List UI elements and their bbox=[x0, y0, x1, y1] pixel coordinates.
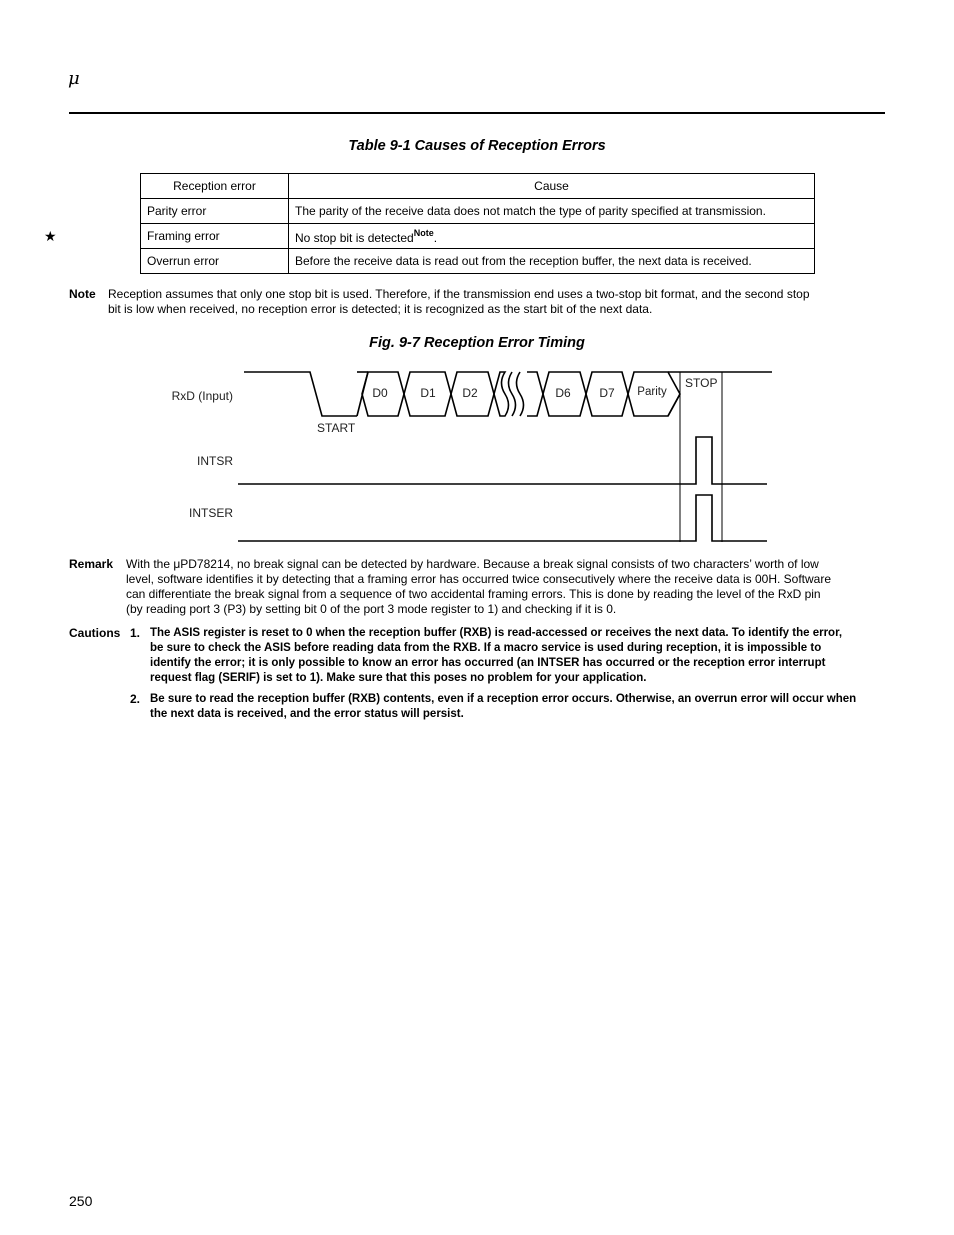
figure-caption: Fig. 9-7 Reception Error Timing bbox=[369, 335, 585, 351]
error-cell: Framing error bbox=[141, 224, 289, 249]
remark-line: With the μPD78214, no break signal can be detected by hardware. Because a break signal consists of two characters’ worth of low bbox=[126, 557, 819, 571]
table-caption: Table 9-1 Causes of Reception Errors bbox=[348, 138, 606, 154]
caution-2-text bbox=[150, 692, 885, 722]
remark-line: (by reading port 3 (P3) by setting bit 0 of the port 3 mode register to 1) and checking if it is 0. bbox=[126, 602, 617, 616]
caution-line: Be sure to read the reception buffer (RXB) contents, even if a reception error occurs. Otherwise, an overrun error will occur when bbox=[150, 693, 857, 705]
table-header-row bbox=[141, 174, 815, 199]
note-line-1: Reception assumes that only one stop bit is used. Therefore, if the transmission end uses a two-stop bit format, and the second stop bbox=[108, 287, 810, 301]
caution-number: 2. bbox=[130, 692, 141, 706]
signal-label-rxd: RxD (Input) bbox=[171, 389, 233, 403]
note-label: Note bbox=[69, 287, 96, 301]
table-row bbox=[141, 249, 815, 274]
bit-label-d2: D2 bbox=[462, 386, 478, 400]
caution-number: 1. bbox=[130, 626, 141, 640]
break-mark bbox=[509, 372, 516, 416]
header-rule bbox=[69, 112, 885, 114]
cause-cell: The parity of the receive data does not match the type of parity specified at transmission. bbox=[289, 199, 815, 224]
signal-label-intser: INTSER bbox=[188, 506, 233, 520]
remark-line: level, software identifies it by detecting that a framing error has occurred twice consecutively where the receive data is 00H. Software bbox=[126, 572, 832, 586]
break-mark bbox=[494, 372, 509, 416]
note-reference: Note bbox=[413, 227, 434, 238]
remark-line: can differentiate the break signal from a sequence of two accidental framing errors. This is done by reading the level of the RxD pin bbox=[126, 587, 821, 601]
start-label: START bbox=[317, 421, 356, 435]
caution-line: request flag (SERIF) is set to 1). Make sure that this poses no problem for your application. bbox=[150, 672, 647, 684]
cause-cell bbox=[289, 224, 815, 249]
page-number: 250 bbox=[69, 1193, 93, 1209]
bit-label-d1: D1 bbox=[420, 386, 436, 400]
bit-label-d6: D6 bbox=[555, 386, 571, 400]
signal-label-intsr: INTSR bbox=[197, 454, 233, 468]
stop-label: STOP bbox=[685, 376, 718, 390]
bit-label-d0: D0 bbox=[372, 386, 388, 400]
cause-cell: Before the receive data is read out from the reception buffer, the next data is received. bbox=[289, 249, 815, 274]
intsr-waveform bbox=[238, 437, 767, 484]
caution-line: be sure to check the ASIS before reading data from the RXB. If a macro service is used during reception, it is impossible to bbox=[150, 642, 822, 654]
table-row bbox=[141, 199, 815, 224]
mu-symbol: μ bbox=[68, 68, 80, 89]
caution-line: identify the error; it is only possible to know an error has occurred (an INTSER has occurred or the reception error interrupt bbox=[150, 657, 826, 669]
column-header: Cause bbox=[289, 174, 815, 199]
intser-waveform bbox=[238, 495, 767, 541]
bit-label-parity: Parity bbox=[637, 386, 667, 398]
reception-errors-table bbox=[140, 173, 815, 274]
bit-label-d7: D7 bbox=[599, 386, 615, 400]
star-mark: ★ bbox=[44, 228, 57, 244]
caution-line: The ASIS register is reset to 0 when the reception buffer (RXB) is read-accessed or receives the next data. To identify the error, bbox=[150, 627, 843, 639]
caution-1-text bbox=[150, 626, 885, 686]
stop-bit-markers bbox=[680, 372, 722, 542]
cause-tail: . bbox=[433, 230, 438, 245]
remark-label: Remark bbox=[69, 557, 114, 571]
timing-diagram bbox=[0, 355, 954, 550]
cause-text: No stop bit is detected bbox=[295, 230, 414, 245]
table-row bbox=[141, 224, 815, 249]
break-mark bbox=[527, 372, 543, 416]
cautions-label: Cautions bbox=[69, 626, 121, 640]
column-header: Reception error bbox=[141, 174, 289, 199]
caution-line: the next data is received, and the error status will persist. bbox=[150, 708, 464, 720]
note-line-2: bit is low when received, no reception error is detected; it is recognized as the start bit of the next data. bbox=[108, 302, 653, 316]
break-mark bbox=[517, 372, 524, 416]
error-cell: Overrun error bbox=[141, 249, 289, 274]
error-cell: Parity error bbox=[141, 199, 289, 224]
remark-text bbox=[126, 557, 884, 617]
